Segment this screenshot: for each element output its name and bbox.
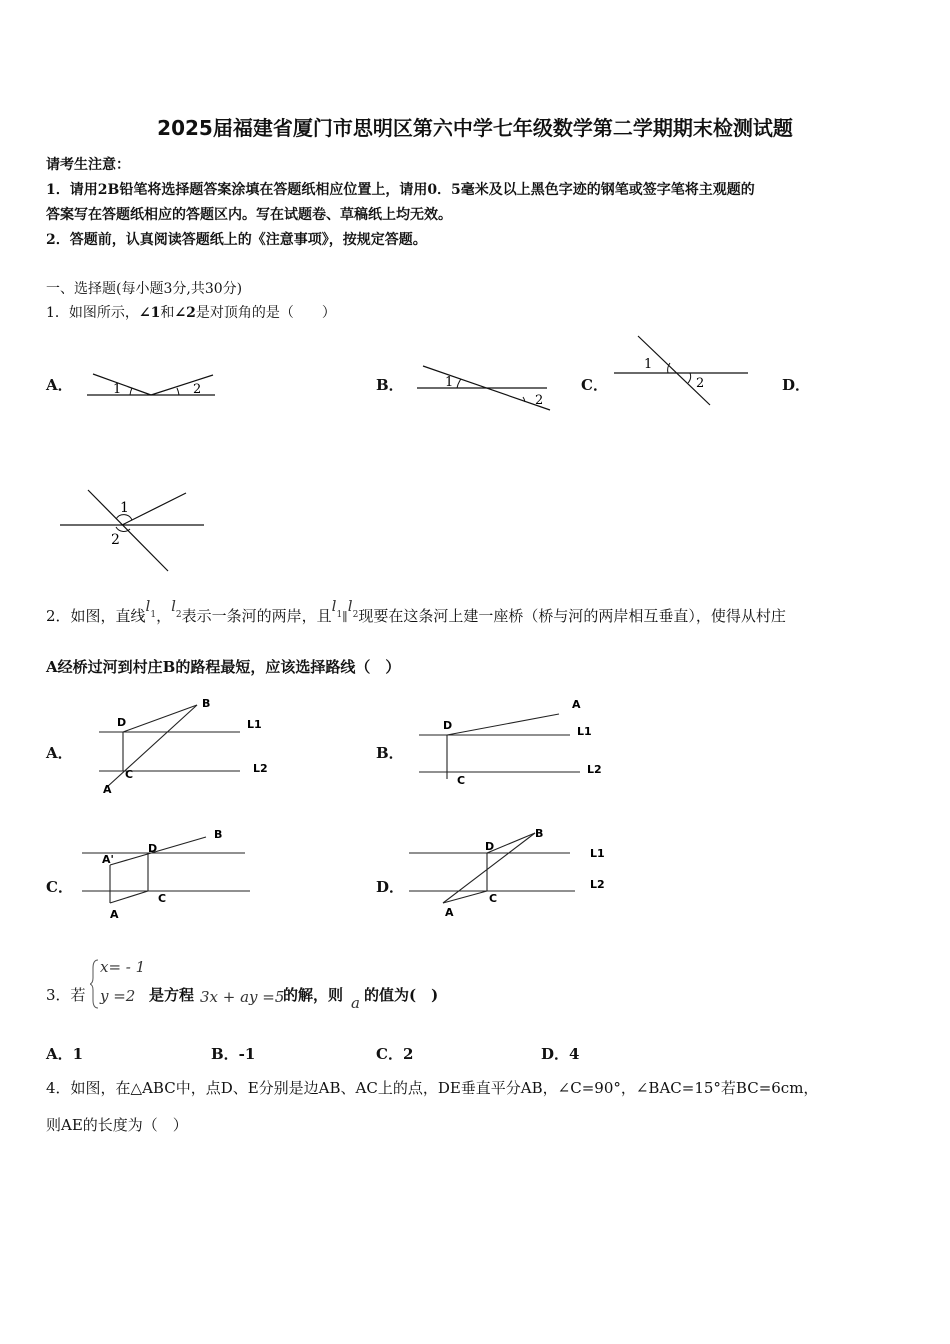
angle-label-2: 2 [111,532,120,548]
label-l2: L2 [587,763,602,776]
page-title: 2025届福建省厦门市思明区第六中学七年级数学第二学期期末检测试题 [157,116,793,140]
q2-figure-b-drawing [415,695,615,790]
q3-text-a: 3．若 [46,986,86,1004]
point-b: B [214,828,223,841]
q3-eq-2: y =2 [100,987,136,1005]
q2-text-b: 表示一条河的两岸，且 [181,607,332,625]
q1-option-c-label[interactable]: C． [581,376,608,394]
notice-heading: 请考生注意： [46,157,130,173]
q1-text-b: 和 [160,305,175,321]
point-a: A [103,783,112,796]
q2-comma: ， [156,607,172,625]
arc-2 [116,527,130,531]
q2-text-a: 2．如图，直线 [46,607,146,625]
q1-text-a: 1．如图所示， [46,305,139,321]
notice-line-1a: 1．请用2B铅笔将选择题答案涂填在答题纸相应位置上，请用0．5毫米及以上黑色字迹的钢笔或签字笔将主观题的 [46,182,755,198]
point-b: B [535,827,544,840]
q1-figure-d-drawing [58,485,208,575]
q2-text-c: 现要在这条河上建一座桥（桥与河的两岸相互垂直），使得从村庄 [358,607,786,625]
q2-l1-sub-2: 1 [336,610,343,620]
point-c: C [489,892,498,905]
angle-label-1: 1 [113,382,122,397]
angle-label-2: 2 [193,382,202,397]
q2-figure-b [415,695,615,790]
q2-l1 [145,597,157,620]
q1-figure-d [58,485,208,575]
point-a: A [445,906,454,919]
q2-l1-letter-2: l [331,597,337,615]
q2-figure-a-drawing [95,695,280,800]
q2-figure-d [405,825,615,925]
point-c: C [457,774,466,787]
arc-1 [130,388,132,395]
q2-l2-sub: 2 [175,610,182,620]
q2-l2-letter-2: l [347,597,353,615]
q1-text-c: 是对顶角的是（ ） [195,305,336,321]
q2-parallel: ∥ [342,610,348,624]
q3-equation: 3x + ay =5 [200,988,285,1006]
q1-angle-2: ∠2 [174,305,196,321]
label-l2: L2 [590,878,605,891]
q1-figure-a [85,360,220,405]
q2-l1-again [331,597,343,620]
q3-option-d[interactable]: D．4 [541,1045,580,1063]
q2-l2-letter: l [171,597,176,615]
q1-angle-1: ∠1 [138,305,161,321]
arc-2 [688,373,691,383]
point-c: C [158,892,167,905]
path-a-c [443,891,487,903]
transversal-2 [122,493,186,525]
point-b: B [202,697,211,710]
point-a: A [110,908,119,921]
q1-figure-c [610,334,755,409]
notice-line-1b: 答案写在答题纸相应的答题区内。写在试题卷、草稿纸上均无效。 [46,207,452,223]
q3-option-a[interactable]: A．1 [46,1045,84,1063]
q3-option-b[interactable]: B．-1 [211,1045,256,1063]
q3-text-c: 的解，则 [283,986,344,1004]
label-l1: L1 [590,847,605,860]
question-4-line-2: 则AE的长度为（ ） [46,1116,188,1134]
path-da [447,714,559,735]
angle-label-1: 1 [644,357,653,372]
path-a-c [110,891,148,903]
arc-1 [457,379,461,388]
q1-option-b-label[interactable]: B． [376,376,404,394]
q1-option-d-label[interactable]: D． [782,376,811,394]
angle-label-2: 2 [535,393,544,408]
path-d-b [487,833,535,853]
path-a2-b [110,837,206,865]
q2-figure-c [80,825,265,925]
q3-var-a: a [351,994,360,1012]
q2-option-b-label[interactable]: B． [376,744,404,762]
ray-left [93,374,151,395]
question-2-line-1 [46,597,786,630]
q2-l1-letter: l [145,597,151,615]
question-1 [46,302,336,322]
q3-eq-1: x= - 1 [100,958,146,976]
point-a-prime: A' [102,853,114,866]
q2-l1-sub: 1 [150,610,157,620]
q1-option-a-label[interactable]: A． [46,376,73,394]
path-db [123,705,197,732]
section-heading: 一、选择题(每小题3分,共30分) [46,281,243,297]
q2-option-c-label[interactable]: C． [46,878,73,896]
ray-right [151,375,213,395]
q2-l2-sub-2: 2 [352,610,359,620]
point-d: D [485,840,495,853]
q1-figure-b [415,360,555,415]
question-4-line-1: 4．如图，在△ABC中，点D、E分别是边AB、AC上的点，DE垂直平分AB，∠C=90°，∠BAC=15°若BC=6cm， [46,1079,819,1097]
point-d: D [443,719,453,732]
q3-text-b: 是方程 [149,986,195,1004]
point-a: A [572,698,581,711]
q3-option-c[interactable]: C．2 [376,1045,414,1063]
q2-figure-d-drawing [405,825,615,925]
point-c: C [125,768,134,781]
angle-label-1: 1 [445,375,454,390]
label-l1: L1 [247,718,262,731]
notice-line-2: 2．答题前，认真阅读答题纸上的《注意事项》，按规定答题。 [46,232,427,248]
label-l2: L2 [253,762,268,775]
arc-2 [177,388,179,395]
q2-figure-c-drawing [80,825,265,925]
q2-figure-a [95,695,280,800]
q2-option-a-label[interactable]: A． [46,744,73,762]
angle-label-2: 2 [696,376,705,391]
question-2-line-2: A经桥过河到村庄B的路程最短，应该选择路线（ ） [46,658,401,676]
q3-text-d: 的值为( ) [364,986,439,1004]
q2-option-d-label[interactable]: D． [376,878,405,896]
q2-l2-again [347,597,359,620]
q2-l2 [171,597,182,620]
q1-figure-b-drawing [415,360,555,415]
point-d: D [148,842,158,855]
point-d: D [117,716,127,729]
angle-label-1: 1 [120,500,129,516]
q1-figure-c-drawing [610,334,755,409]
label-l1: L1 [577,725,592,738]
q1-figure-a-drawing [85,360,220,405]
